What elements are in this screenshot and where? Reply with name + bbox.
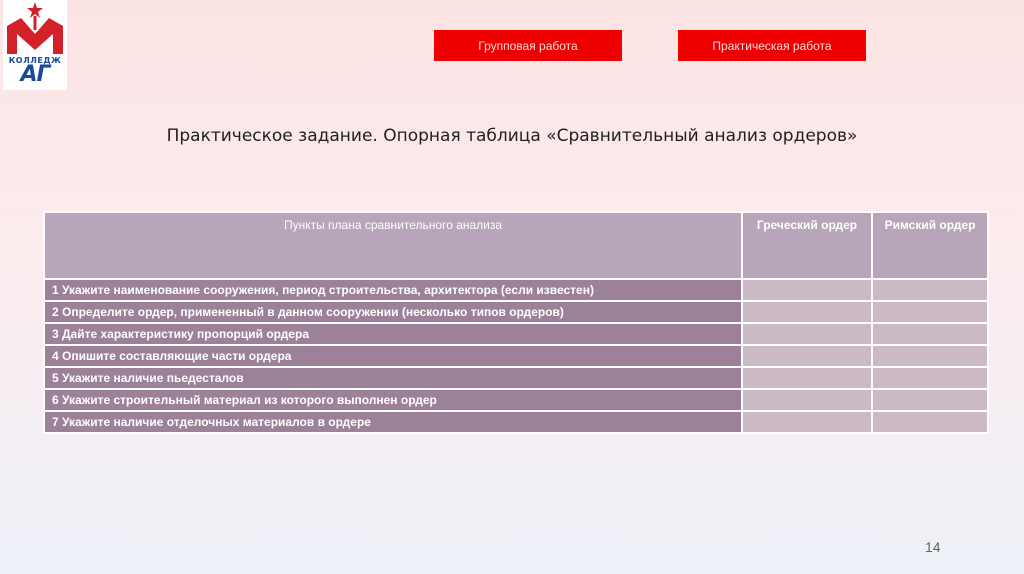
table-row (44, 279, 988, 301)
roman-cell-7[interactable] (872, 411, 988, 433)
greek-cell-2[interactable] (742, 301, 872, 323)
practical-work-button[interactable]: Практическая работа (678, 30, 866, 61)
table-row (44, 323, 988, 345)
row-item-2: 2 Определите ордер, примененный в данном сооружении (несколько типов ордеров) (44, 301, 742, 323)
greek-cell-3[interactable] (742, 323, 872, 345)
greek-cell-4[interactable] (742, 345, 872, 367)
greek-cell-7[interactable] (742, 411, 872, 433)
roman-cell-4[interactable] (872, 345, 988, 367)
page-title: Практическое задание. Опорная таблица «Сравнительный анализ ордеров» (166, 126, 858, 146)
row-item-4: 4 Опишите составляющие части ордера (44, 345, 742, 367)
group-work-button[interactable]: Групповая работа (434, 30, 622, 61)
logo-big-text: АГ (20, 62, 50, 87)
greek-cell-6[interactable] (742, 389, 872, 411)
comparison-table-container (43, 211, 987, 434)
table-header-row (44, 212, 988, 279)
roman-cell-1[interactable] (872, 279, 988, 301)
roman-cell-6[interactable] (872, 389, 988, 411)
row-item-1: 1 Укажите наименование сооружения, период строительства, архитектора (если известен) (44, 279, 742, 301)
greek-cell-1[interactable] (742, 279, 872, 301)
roman-cell-5[interactable] (872, 367, 988, 389)
table-row (44, 411, 988, 433)
greek-cell-5[interactable] (742, 367, 872, 389)
logo-small-text: КОЛЛЕДЖ (8, 56, 62, 65)
row-item-3: 3 Дайте характеристику пропорций ордера (44, 323, 742, 345)
row-item-5: 5 Укажите наличие пьедесталов (44, 367, 742, 389)
page-number: 14 (925, 539, 941, 555)
header-greek-order: Греческий ордер (742, 212, 872, 279)
logo-emblem-icon (3, 0, 67, 56)
table-row (44, 367, 988, 389)
table-row (44, 389, 988, 411)
header-plan-items: Пункты плана сравнительного анализа (44, 212, 742, 279)
roman-cell-2[interactable] (872, 301, 988, 323)
table-row (44, 345, 988, 367)
comparison-table (43, 211, 989, 434)
roman-cell-3[interactable] (872, 323, 988, 345)
table-row (44, 301, 988, 323)
row-item-7: 7 Укажите наличие отделочных материалов в ордере (44, 411, 742, 433)
header-roman-order: Римский ордер (872, 212, 988, 279)
row-item-6: 6 Укажите строительный материал из которого выполнен ордер (44, 389, 742, 411)
college-logo (3, 0, 67, 90)
